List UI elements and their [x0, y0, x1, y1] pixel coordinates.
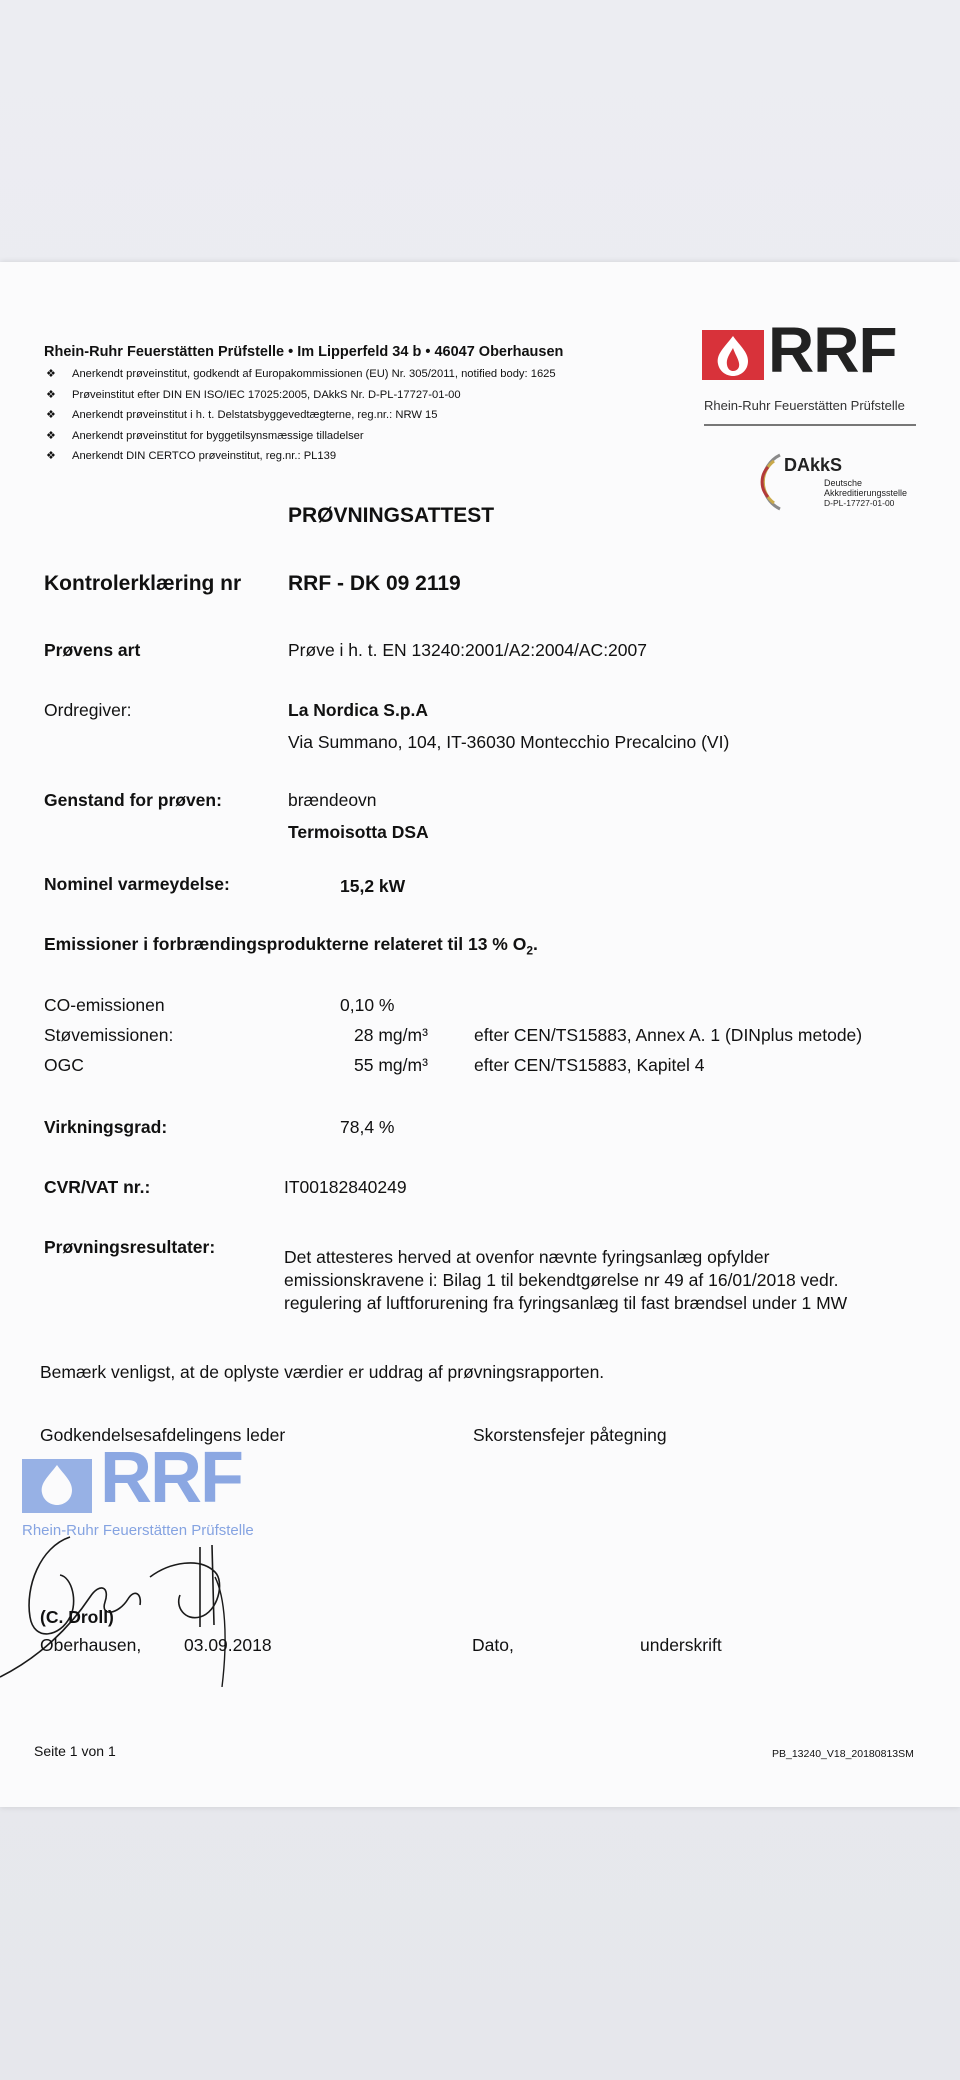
accreditation-item: ❖ Anerkendt DIN CERTCO prøveinstitut, reg.nr.: PL139 [44, 446, 556, 467]
handwritten-signature-icon [0, 1517, 300, 1687]
emissions-heading: Emissioner i forbrændingsprodukterne relateret til 13 % $O_2$. [44, 934, 538, 958]
bullet-icon: ❖ [46, 388, 56, 401]
document-title: PRØVNINGSATTEST [288, 504, 495, 527]
signature-date: 03.09.2018 [184, 1635, 272, 1655]
dakks-line-2: Akkreditierungsstelle [824, 488, 908, 498]
bullet-icon: ❖ [46, 409, 56, 422]
control-number-value: RRF - DK 09 2119 [288, 572, 461, 595]
test-type-label: Prøvens art [44, 640, 141, 660]
note-text: Bemærk venligst, at de oplyste værdier er uddrag af prøvningsrapporten. [40, 1362, 605, 1382]
nominal-power-label: Nominel varmeydelse: [44, 874, 230, 894]
client-label: Ordregiver: [44, 700, 132, 720]
signer-name: (C. Droll) [40, 1607, 114, 1627]
results-line: Det attesteres herved at ovenfor nævnte fyringsanlæg opfylder [284, 1247, 770, 1267]
stamp-subtitle: Rhein-Ruhr Feuerstätten Prüfstelle [22, 1522, 254, 1539]
signature-place: Oberhausen, [40, 1635, 142, 1655]
approver-label: Godkendelsesafdelingens leder [40, 1425, 286, 1445]
accreditation-item: ❖ Anerkendt prøveinstitut i h. t. Delstatsbyggevedtægterne, reg.nr.: NRW 15 [44, 405, 556, 426]
efficiency-value: 78,4 % [340, 1117, 395, 1137]
test-object-type: brændeovn [288, 790, 377, 810]
test-type-value: Prøve i h. t. EN 13240:2001/A2:2004/AC:2007 [288, 640, 647, 660]
results-line: emissionskravene i: Bilag 1 til bekendtgørelse nr 49 af 16/01/2018 vedr. [284, 1270, 839, 1290]
test-object-model: Termoisotta DSA [288, 822, 429, 842]
emission-value-dust: 28 mg/m³ [354, 1025, 428, 1045]
emission-label-dust: Støvemissionen: [44, 1025, 174, 1045]
test-object-label: Genstand for prøven: [44, 790, 222, 810]
vat-label: CVR/VAT nr.: [44, 1177, 151, 1197]
emission-method-ogc: efter CEN/TS15883, Kapitel 4 [474, 1055, 705, 1075]
vat-value: IT00182840249 [284, 1177, 407, 1197]
results-line: regulering af luftforurening fra fyringsanlæg til fast brændsel under 1 MW [284, 1293, 848, 1313]
bullet-icon: ❖ [46, 368, 56, 380]
flame-logo-icon [702, 330, 764, 380]
bullet-icon: ❖ [46, 429, 56, 442]
nominal-power-value: 15,2 kW [340, 876, 406, 896]
emission-value-ogc: 55 mg/m³ [354, 1055, 428, 1075]
certificate-page [0, 262, 960, 1807]
rrf-logo-text: RRF [768, 314, 897, 386]
signature-label: underskrift [640, 1635, 722, 1655]
accreditation-item: ❖ Prøveinstitut efter DIN EN ISO/IEC 17025:2005, DAkkS Nr. D-PL-17727-01-00 [44, 385, 556, 406]
institute-address: Rhein-Ruhr Feuerstätten Prüfstelle • Im Lipperfeld 34 b • 46047 Oberhausen [44, 344, 564, 360]
bullet-icon: ❖ [46, 450, 56, 463]
rrf-logo-subtitle: Rhein-Ruhr Feuerstätten Prüfstelle [704, 398, 905, 413]
control-number-label: Kontrolerklæring nr [44, 572, 242, 595]
stamp-rrf-text: RRF [100, 1438, 242, 1518]
page-number: Seite 1 von 1 [34, 1743, 116, 1759]
emission-label-ogc: OGC [44, 1055, 84, 1075]
client-name: La Nordica S.p.A [288, 700, 429, 720]
dakks-name: DAkkS [784, 455, 843, 475]
document-code: PB_13240_V18_20180813SM [772, 1748, 914, 1760]
accreditation-list [44, 364, 556, 467]
emission-method-dust: efter CEN/TS15883, Annex A. 1 (DINplus metode) [474, 1025, 863, 1045]
logo-divider [704, 424, 916, 426]
efficiency-label: Virkningsgrad: [44, 1117, 168, 1137]
accreditation-item: ❖ Anerkendt prøveinstitut for byggetilsynsmæssige tilladelser [44, 426, 556, 447]
accreditation-item: ❖ Anerkendt prøveinstitut, godkendt af Europakommissionen (EU) Nr. 305/2011, notified body: 1625 [44, 364, 556, 385]
dakks-line-1: Deutsche [824, 478, 863, 488]
emission-value-co: 0,10 % [340, 995, 395, 1015]
dakks-number: D-PL-17727-01-00 [824, 498, 895, 508]
chimney-sweep-label: Skorstensfejer påtegning [473, 1425, 667, 1445]
date-label: Dato, [472, 1635, 514, 1655]
results-label: Prøvningsresultater: [44, 1237, 216, 1257]
client-address: Via Summano, 104, IT-36030 Montecchio Precalcino (VI) [288, 732, 730, 752]
emission-label-co: CO-emissionen [44, 995, 165, 1015]
